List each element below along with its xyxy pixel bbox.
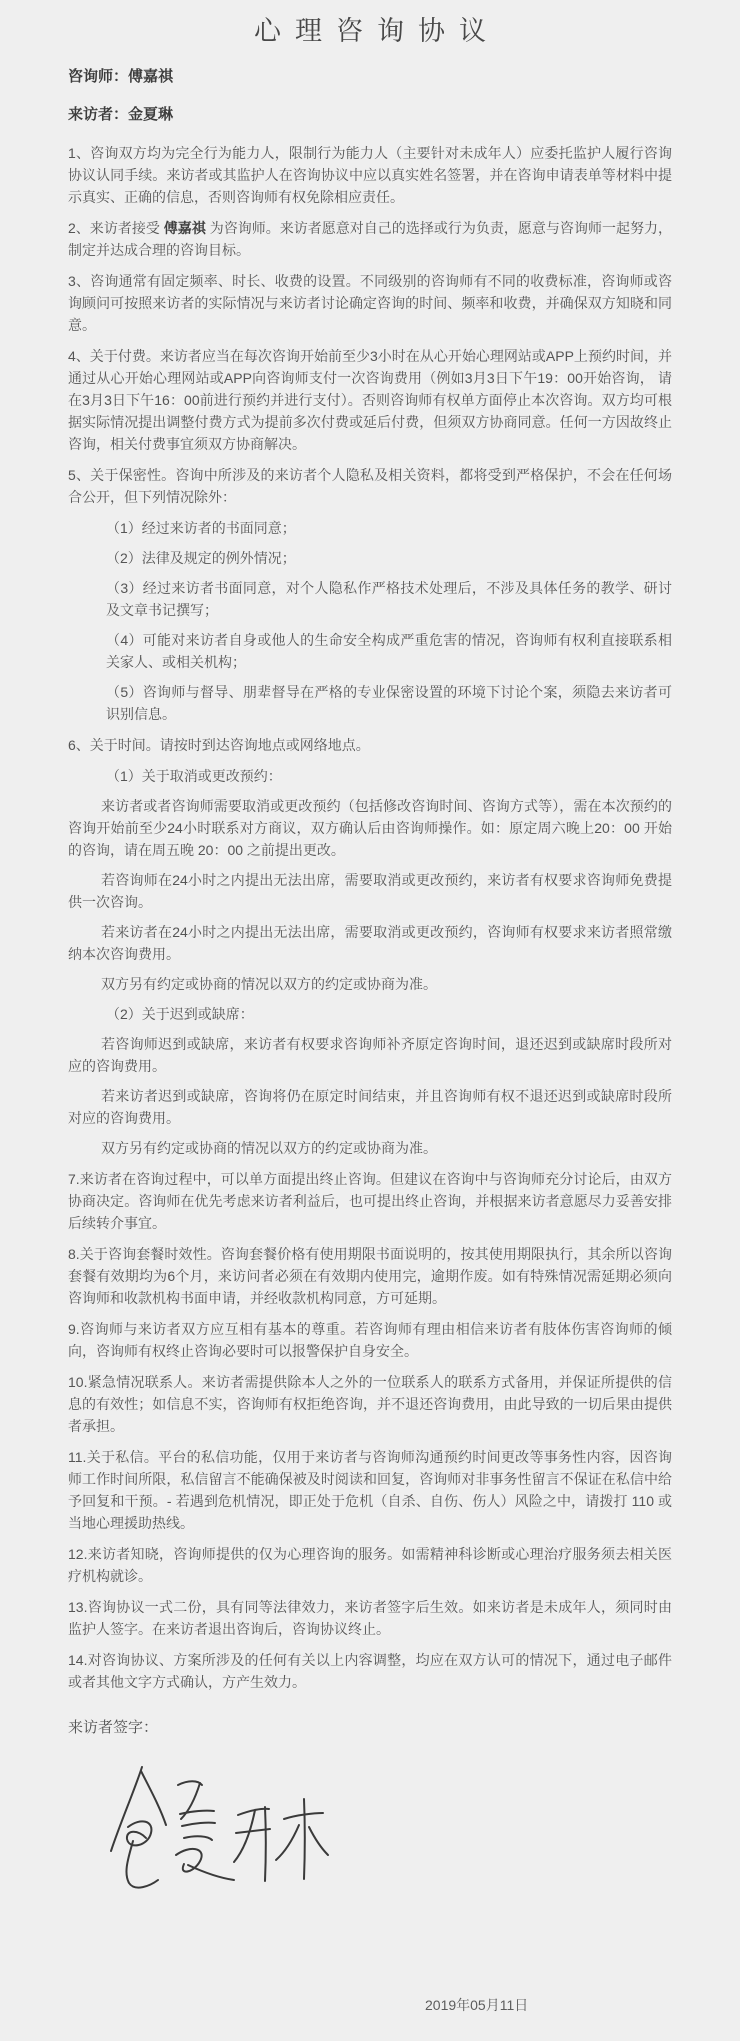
visitor-signature xyxy=(108,1759,336,1899)
page-title: 心理咨询协议 xyxy=(254,16,500,46)
clause-paragraph xyxy=(68,1371,672,1437)
parties-section xyxy=(68,66,672,125)
clause-text: （5）咨询师与督导、朋辈督导在严格的专业保密设置的环境下讨论个案，须隐去来访者可识别信息。 xyxy=(106,684,672,722)
counselor-name: 傅嘉祺 xyxy=(128,68,174,85)
clause-text: 9.咨询师与来访者双方应互相有基本的尊重。若咨询师有理由相信来访者有肢体伤害咨询师的倾向，咨询师有权终止咨询必要时可以报警保护自身安全。 xyxy=(68,1321,672,1359)
clause-paragraph xyxy=(68,1168,672,1234)
clause-paragraph xyxy=(68,795,672,861)
clause-text: 10.紧急情况联系人。来访者需提供除本人之外的一位联系人的联系方式备用，并保证所提供的信息的有效性；如信息不实，咨询师有权拒绝咨询，并不退还咨询费用，由此导致的一切后果由提供者承担。 xyxy=(68,1374,672,1434)
signature-label: 来访者签字： xyxy=(68,1719,159,1736)
clause-text: 3、咨询通常有固定频率、时长、收费的设置。不同级别的咨询师有不同的收费标准，咨询师或咨询顾问可按照来访者的实际情况与来访者讨论确定咨询的时间、频率和收费，并确保双方知晓和同意。 xyxy=(68,273,672,333)
clause-text: 为咨询师。来访者愿意对自己的选择或行为负责，愿意与咨询师一起努力，制定并达成合理的咨询目标。 xyxy=(68,220,673,258)
clause-text: 4、关于付费。来访者应当在每次咨询开始前至少3小时在从心开始心理网站或APP上预约时间，并通过从心开始心理网站或APP向咨询师支付一次咨询费用（例如3月3日下午19：00开始咨询， 请在3月3日下午16：00前进行预约并进行支付）。否则咨询师有权单方面停止本次咨询。双方均可根据实际情况提出调整付费方式为提前多次付费或延后付费，但须双方协商同意。任何一方因故终止咨询，相关付费事宜须双方协商解决。 xyxy=(68,348,672,452)
clause-text: 6、关于时间。请按时到达咨询地点或网络地点。 xyxy=(68,737,370,753)
clause-paragraph xyxy=(68,1243,672,1309)
signature-date: 2019年05月11日 xyxy=(425,1997,529,2013)
clause-text: 双方另有约定或协商的情况以双方的约定或协商为准。 xyxy=(101,1140,437,1156)
clause-text: 双方另有约定或协商的情况以双方的约定或协商为准。 xyxy=(101,976,437,992)
clause-text: 若咨询师在24小时之内提出无法出席，需要取消或更改预约，来访者有权要求咨询师免费提供一次咨询。 xyxy=(68,872,672,910)
clause-text: （3）经过来访者书面同意，对个人隐私作严格技术处理后，不涉及具体任务的教学、研讨及文章书记撰写； xyxy=(106,580,672,618)
clause-text: 7.来访者在咨询过程中，可以单方面提出终止咨询。但建议在咨询中与咨询师充分讨论后，由双方协商决定。咨询师在优先考虑来访者利益后，也可提出终止咨询，并根据来访者意愿尽力妥善安排后续转介事宜。 xyxy=(68,1171,672,1231)
clause-text: 13.咨询协议一式二份，具有同等法律效力，来访者签字后生效。如来访者是未成年人，须同时由监护人签字。在来访者退出咨询后，咨询协议终止。 xyxy=(68,1599,672,1637)
clause-paragraph xyxy=(106,629,672,673)
signature-drawing xyxy=(108,1759,336,1899)
clause-paragraph xyxy=(68,1137,672,1159)
clause-paragraph xyxy=(68,217,672,261)
visitor-line xyxy=(68,104,672,125)
clause-paragraph xyxy=(106,577,672,621)
clause-text: 若咨询师迟到或缺席，来访者有权要求咨询师补齐原定咨询时间，退还迟到或缺席时段所对应的咨询费用。 xyxy=(68,1036,672,1074)
clause-paragraph xyxy=(106,517,672,539)
clause-text: （1）经过来访者的书面同意； xyxy=(106,520,296,536)
clause-text: （2）法律及规定的例外情况； xyxy=(106,550,296,566)
clause-paragraph xyxy=(68,1596,672,1640)
clause-paragraph xyxy=(106,765,672,787)
clause-paragraph xyxy=(68,142,672,208)
clause-paragraph xyxy=(68,270,672,336)
clause-paragraph xyxy=(106,547,672,569)
clause-text: 来访者或者咨询师需要取消或更改预约（包括修改咨询时间、咨询方式等），需在本次预约的咨询开始前至少24小时联系对方商议，双方确认后由咨询师操作。如：原定周六晚上20：00 开始的咨询，请在周五晚 20：00 之前提出更改。 xyxy=(68,798,672,858)
clause-text: （2）关于迟到或缺席： xyxy=(106,1006,254,1022)
visitor-name: 金夏琳 xyxy=(128,106,174,123)
clause-paragraph xyxy=(68,1543,672,1587)
clause-paragraph xyxy=(68,1318,672,1362)
clause-paragraph xyxy=(68,1033,672,1077)
clause-paragraph xyxy=(68,734,672,756)
clause-paragraph xyxy=(68,869,672,913)
clause-paragraph xyxy=(68,1649,672,1693)
clause-text: （1）关于取消或更改预约： xyxy=(106,768,282,784)
clause-paragraph xyxy=(68,921,672,965)
clauses-list xyxy=(68,142,672,1693)
clause-paragraph xyxy=(106,1003,672,1025)
clause-paragraph xyxy=(68,1446,672,1534)
clause-text: 1、咨询双方均为完全行为能力人，限制行为能力人（主要针对未成年人）应委托监护人履行咨询协议认同手续。来访者或其监护人在咨询协议中应以真实姓名签署，并在咨询申请表单等材料中提示真实、正确的信息，否则咨询师有权免除相应责任。 xyxy=(68,145,672,205)
clause-text: 傅嘉祺 xyxy=(163,220,206,236)
clause-text: 11.关于私信。平台的私信功能，仅用于来访者与咨询师沟通预约时间更改等事务性内容，因咨询师工作时间所限，私信留言不能确保被及时阅读和回复，咨询师对非事务性留言不保证在私信中给予回复和干预。- 若遇到危机情况，即正处于危机（自杀、自伤、伤人）风险之中，请拨打 110 或当地心理援助热线。 xyxy=(68,1449,672,1531)
clause-text: 12.来访者知晓，咨询师提供的仅为心理咨询的服务。如需精神科诊断或心理治疗服务须去相关医疗机构就诊。 xyxy=(68,1546,672,1584)
clause-paragraph xyxy=(106,681,672,725)
visitor-label: 来访者： xyxy=(68,106,129,123)
clause-text: 8.关于咨询套餐时效性。咨询套餐价格有使用期限书面说明的，按其使用期限执行，其余所以咨询套餐有效期均为6个月，来访问者必须在有效期内使用完，逾期作废。如有特殊情况需延期必须向咨询师和收款机构书面申请，并经收款机构同意，方可延期。 xyxy=(68,1246,672,1306)
clause-paragraph xyxy=(68,464,672,508)
clause-text: 5、关于保密性。咨询中所涉及的来访者个人隐私及相关资料，都将受到严格保护，不会在任何场合公开，但下列情况除外： xyxy=(68,467,672,505)
clause-text: 2、来访者接受 xyxy=(68,220,164,236)
clause-paragraph xyxy=(68,973,672,995)
clause-paragraph xyxy=(68,345,672,455)
counselor-label: 咨询师： xyxy=(68,68,129,85)
counselor-line xyxy=(68,66,672,87)
clause-text: 14.对咨询协议、方案所涉及的任何有关以上内容调整，均应在双方认可的情况下，通过电子邮件或者其他文字方式确认，方产生效力。 xyxy=(68,1652,672,1690)
clause-text: （4）可能对来访者自身或他人的生命安全构成严重危害的情况，咨询师有权利直接联系相关家人、或相关机构； xyxy=(106,632,672,670)
clause-text: 若来访者迟到或缺席，咨询将仍在原定时间结束，并且咨询师有权不退还迟到或缺席时段所对应的咨询费用。 xyxy=(68,1088,672,1126)
clause-paragraph xyxy=(68,1085,672,1129)
clause-text: 若来访者在24小时之内提出无法出席，需要取消或更改预约，咨询师有权要求来访者照常缴纳本次咨询费用。 xyxy=(68,924,672,962)
